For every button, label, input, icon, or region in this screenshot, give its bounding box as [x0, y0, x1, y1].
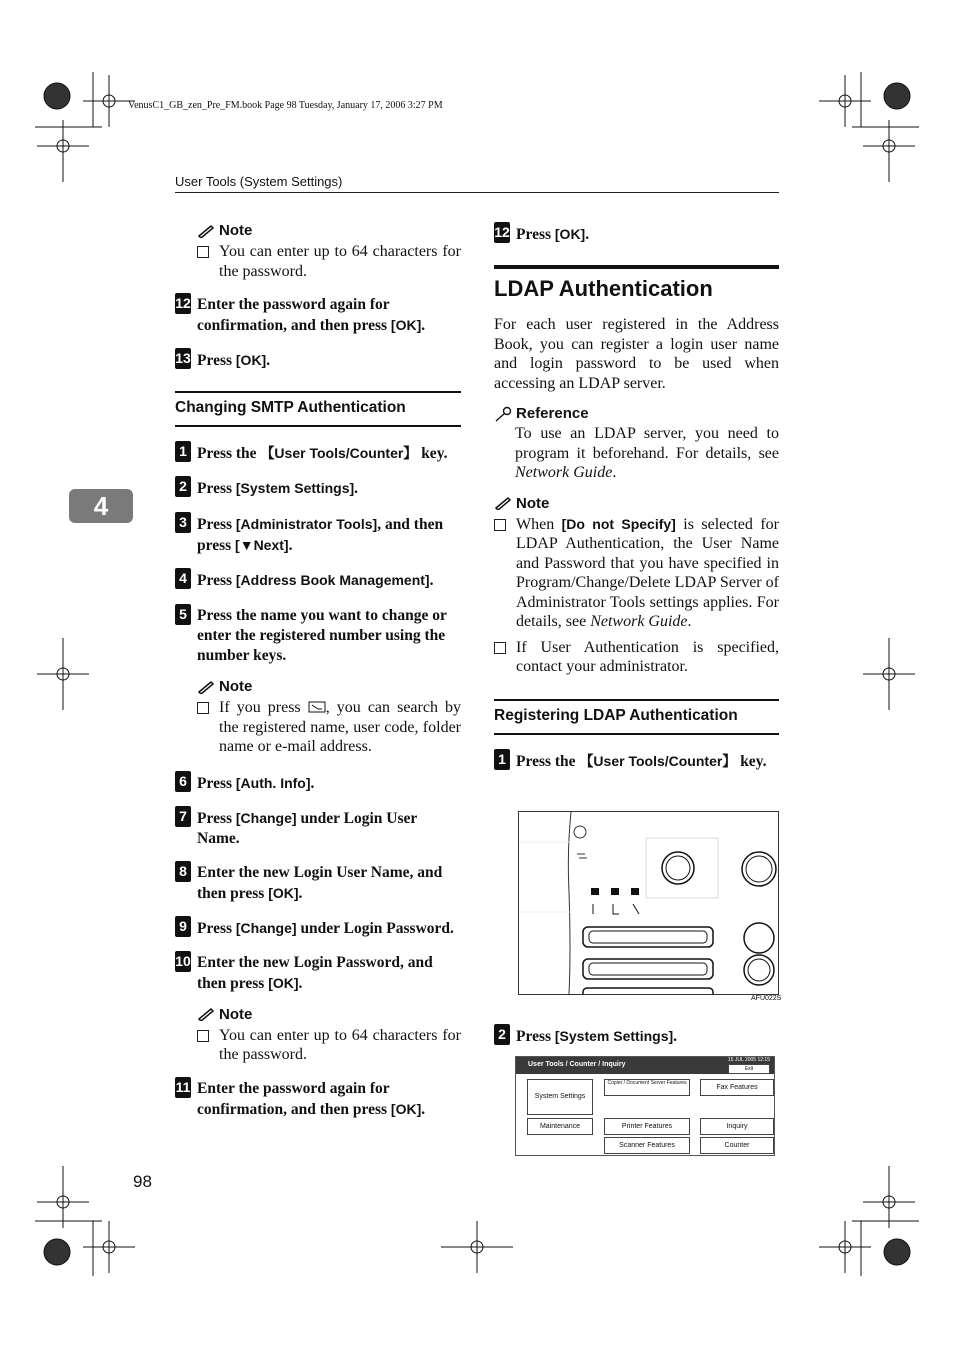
fax-features-button[interactable]: Fax Features — [700, 1079, 774, 1096]
pencil-icon — [197, 680, 215, 694]
exit-button[interactable]: Exit — [728, 1064, 770, 1074]
checkbox-bullet-icon — [494, 519, 506, 531]
step-11: 11 Enter the password again for confirmation, and then press [OK]. — [175, 1078, 426, 1118]
pencil-icon — [197, 1007, 215, 1021]
search-key-icon — [308, 701, 326, 713]
right-column — [494, 224, 779, 772]
pencil-icon — [494, 496, 512, 510]
screen-date: 15 JUL 2005 12:15 — [727, 1057, 770, 1063]
step-2-right: 2 Press [System Settings]. — [494, 1026, 801, 1047]
step-1: 1 Press the 【User Tools/Counter】 key. — [175, 443, 461, 464]
note-block — [175, 678, 461, 757]
counter-button[interactable]: Counter — [700, 1137, 774, 1154]
screen-title: User Tools / Counter / Inquiry — [528, 1061, 626, 1068]
screen-title-bar — [516, 1057, 774, 1074]
page-number: 98 — [133, 1172, 152, 1191]
note-heading: Note — [494, 495, 779, 512]
pencil-icon — [197, 224, 215, 238]
step-6: 6 Press [Auth. Info]. — [175, 773, 461, 794]
control-panel-illustration — [518, 811, 779, 995]
ldap-heading: LDAP Authentication — [494, 265, 779, 302]
step-4: 4 Press [Address Book Management]. — [175, 570, 461, 591]
note-item: If User Authentication is specified, contact your administrator. — [494, 638, 779, 677]
book-info: VenusC1_GB_zen_Pre_FM.book Page 98 Tuesday, January 17, 2006 3:27 PM — [128, 100, 443, 111]
section-heading: Changing SMTP Authentication — [175, 391, 461, 427]
note-heading: Note — [197, 678, 461, 695]
checkbox-bullet-icon — [197, 702, 209, 714]
checkbox-bullet-icon — [197, 246, 209, 258]
chapter-tab: 4 — [69, 489, 133, 523]
step-7: 7 Press [Change] under Login User Name. — [175, 808, 461, 849]
step-12: 12 Enter the password again for confirmation, and then press [OK]. — [175, 295, 426, 334]
note-item: You can enter up to 64 characters for the password. — [197, 242, 461, 281]
intro-paragraph: For each user registered in the Address Book, you can register a login user name and login password to be used when accessing an LDAP server. — [494, 316, 779, 392]
note-item: If you press , you can search by the registered name, user code, folder name or e-mail address. — [197, 698, 461, 757]
left-column — [175, 222, 461, 1120]
system-settings-button[interactable]: System Settings — [527, 1079, 593, 1115]
step-1-right: 1 Press the 【User Tools/Counter】 key. — [494, 751, 779, 772]
reference-heading: Reference — [494, 405, 779, 422]
scanner-features-button[interactable]: Scanner Features — [604, 1137, 690, 1154]
inquiry-button[interactable]: Inquiry — [700, 1118, 774, 1135]
section-heading: Registering LDAP Authentication — [494, 699, 779, 735]
step-12-right: 12 Press [OK]. — [494, 224, 590, 243]
step-5: 5 Press the name you want to change or enter the registered number using the number keys. — [175, 606, 461, 666]
reference-text: To use an LDAP server, you need to program it beforehand. For details, see Network Guide. — [515, 425, 779, 481]
step-10: 10 Enter the new Login Password, and then press [OK]. — [175, 952, 433, 992]
step-9: 9 Press [Change] under Login Password. — [175, 918, 461, 939]
control-panel-drawing — [519, 812, 778, 994]
note-item: You can enter up to 64 characters for the password. — [197, 1026, 461, 1065]
maintenance-button[interactable]: Maintenance — [527, 1118, 593, 1135]
printer-features-button[interactable]: Printer Features — [604, 1118, 690, 1135]
copier-features-button[interactable]: Copier / Document Server Features — [604, 1079, 690, 1096]
running-head: User Tools (System Settings) — [175, 174, 343, 189]
step-8: 8 Enter the new Login User Name, and then press [OK]. — [175, 863, 461, 904]
step-3: 3 Press [Administrator Tools], and then press [▼Next]. — [175, 514, 461, 556]
key-icon — [494, 406, 512, 422]
step-13: 13 Press [OK]. — [175, 350, 271, 369]
note-heading: Note — [197, 222, 461, 239]
user-tools-screen — [515, 1056, 775, 1156]
step-2: 2 Press [System Settings]. — [175, 478, 461, 499]
note-block — [175, 222, 461, 281]
header-rule — [175, 192, 779, 193]
note-block — [175, 1006, 461, 1065]
note-heading: Note — [197, 1006, 461, 1023]
checkbox-bullet-icon — [197, 1030, 209, 1042]
panel-caption: AFU022S — [751, 995, 782, 1002]
note-item: When [Do not Specify] is selected for LDAP Authentication, the User Name and Password that you have specified in Program/Change/Delete LDAP Server of Administrator Tools settings applies. For details, see Network Guide. — [494, 515, 779, 632]
checkbox-bullet-icon — [494, 642, 506, 654]
